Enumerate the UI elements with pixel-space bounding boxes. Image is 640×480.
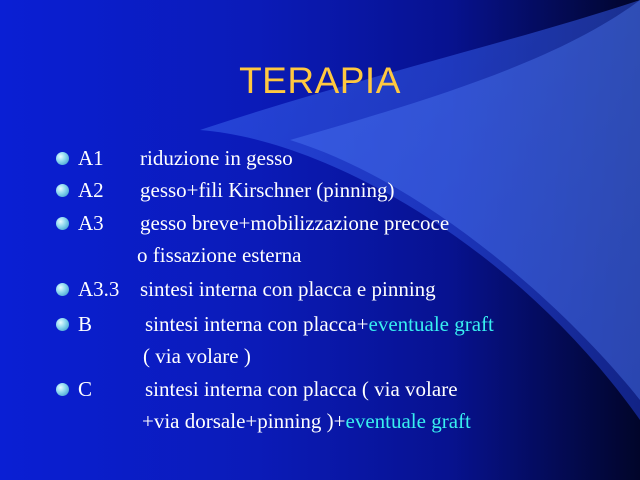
bullet-icon <box>56 318 69 331</box>
bullet-icon <box>56 152 69 165</box>
item-text: sintesi interna con placca e pinning <box>140 277 436 301</box>
slide-title: TERAPIA <box>239 60 401 101</box>
item-code: A3 <box>78 211 104 235</box>
item-continuation-text: ( via volare ) <box>143 344 251 368</box>
item-highlight: eventuale graft <box>345 409 471 433</box>
item-code: C <box>78 377 93 401</box>
item-text-group <box>145 309 494 339</box>
bullet-icon <box>56 283 69 296</box>
item-continuation-text: o fissazione esterna <box>137 243 302 267</box>
item-code: A2 <box>78 178 104 202</box>
bullet-icon <box>56 184 69 197</box>
item-continuation-text: +via dorsale+pinning )+ <box>142 409 346 433</box>
item-code: B <box>78 312 93 336</box>
item-highlight: eventuale graft <box>368 312 494 336</box>
item-text: riduzione in gesso <box>140 146 293 170</box>
item-text: gesso breve+mobilizzazione precoce <box>140 211 450 235</box>
bullet-icon <box>56 217 69 230</box>
item-text: gesso+fili Kirschner (pinning) <box>140 178 395 202</box>
item-code: A3.3 <box>78 277 120 301</box>
item-continuation-group <box>142 406 471 436</box>
item-code: A1 <box>78 146 104 170</box>
item-text: sintesi interna con placca+ <box>145 312 369 336</box>
item-text: sintesi interna con placca ( via volare <box>145 377 458 401</box>
bullet-icon <box>56 383 69 396</box>
